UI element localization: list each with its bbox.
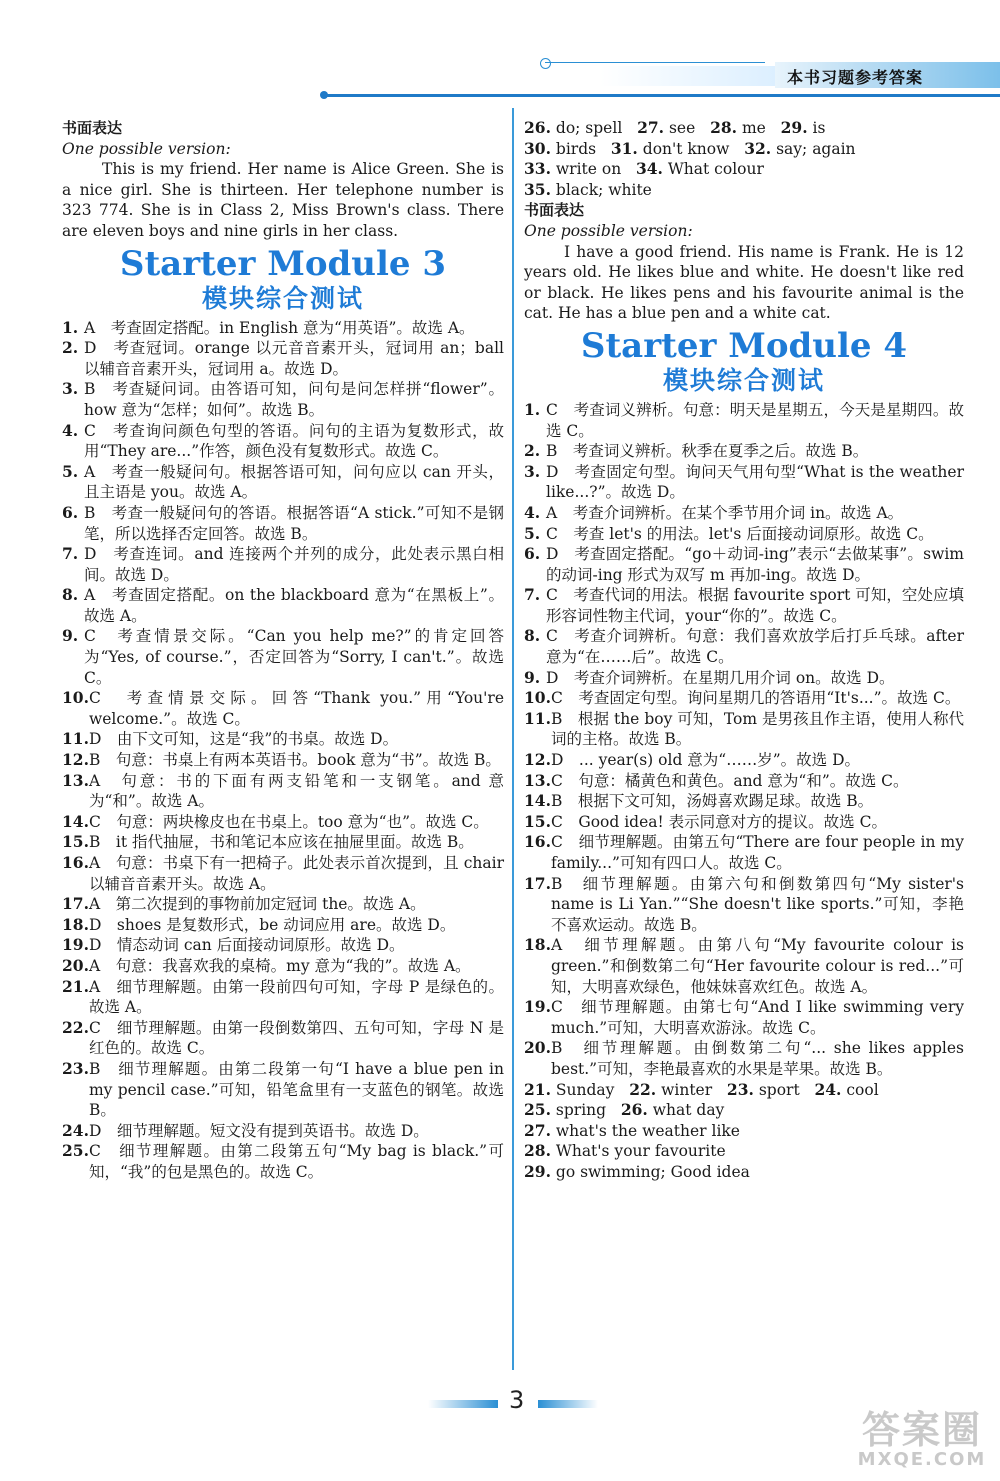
answer-text: C 句意：橘黄色和黄色。and 意为“和”。故选 C。 — [550, 771, 909, 790]
answer-item — [524, 503, 964, 524]
footer-deco-right — [538, 1400, 598, 1408]
answer-item — [524, 688, 964, 709]
answer-text: D 细节理解题。短文没有提到英语书。故选 D。 — [88, 1121, 429, 1140]
answer-text: What's your favourite — [555, 1142, 726, 1161]
answer-item — [62, 1018, 504, 1059]
answer-list — [62, 318, 504, 1183]
answer-text: What colour — [667, 160, 764, 179]
module-subtitle: 模块综合测试 — [662, 365, 825, 395]
answer-item — [524, 874, 964, 936]
answer-number: 29. — [780, 118, 808, 137]
answer-item — [524, 585, 964, 626]
answer-text: A 第二次提到的事物前加定冠词 the。故选 A。 — [88, 895, 426, 914]
answer-text: see — [668, 119, 696, 137]
answer-text: sport — [758, 1080, 800, 1099]
answer-text: cool — [846, 1080, 879, 1099]
answer-number: 15. — [524, 811, 551, 831]
answer-number: 14. — [62, 811, 89, 831]
answer-number: 13. — [62, 770, 89, 790]
answer-number: 19. — [62, 935, 89, 955]
answer-item — [62, 1059, 504, 1121]
answer-number: 4. — [62, 420, 79, 440]
answer-number: 11. — [524, 708, 551, 728]
answer-text: B 句意：书桌上有两本英语书。book 意为“书”。故选 B。 — [88, 751, 501, 770]
answer-text: say; again — [776, 139, 856, 158]
answer-number: 28. — [710, 118, 738, 137]
answer-item — [524, 668, 964, 689]
fill-answer-line — [524, 180, 964, 201]
answer-text: D 由下文可知，这是“我”的书桌。故选 D。 — [88, 730, 399, 749]
answer-number: 3. — [62, 379, 79, 399]
fill-answer-line — [524, 1080, 964, 1101]
answer-text: spring — [555, 1101, 607, 1120]
answer-item — [62, 1121, 504, 1142]
answer-item — [62, 585, 504, 626]
answer-item — [62, 771, 504, 812]
watermark-top-text: 答案圈 — [861, 1408, 982, 1452]
answer-text: D 考查连词。and 连接两个并列的成分，此处表示黑白相间。故选 D。 — [84, 545, 504, 584]
answer-text: A 句意：书的下面有两支铅笔和一支钢笔。and 意为“和”。故选 A。 — [88, 771, 504, 811]
watermark-logo — [852, 1410, 992, 1472]
answer-number: 25. — [524, 1100, 551, 1120]
answer-item — [524, 750, 964, 771]
answer-number: 1. — [524, 399, 541, 419]
fill-answer-list — [524, 118, 964, 200]
answer-number: 9. — [62, 626, 79, 646]
answer-text: is — [812, 119, 826, 137]
answer-text: A 考查固定搭配。on the blackboard 意为“在黑板上”。故选 A。 — [84, 586, 504, 625]
answer-item — [62, 729, 504, 750]
answer-text: C 细节理解题。由第一段倒数第四、五句可知，字母 N 是红色的。故选 C。 — [88, 1018, 504, 1058]
answer-number: 8. — [524, 626, 541, 646]
answer-text: A 细节理解题。由第一段前四句可知，字母 P 是绿色的。故选 A。 — [88, 977, 504, 1017]
answer-number: 29. — [524, 1161, 551, 1181]
answer-item — [524, 791, 964, 812]
answer-text: D 考查固定句型。询问天气用句型“What is the weather like...?”。故选 D。 — [546, 462, 964, 502]
writing-text: This is my friend. Her name is Alice Green. She is a nice girl. She is thirteen. Her telephone number is 323 774. She is in Class 2, Miss Brown's class. There are eleven boys and nine girls in her class. — [62, 160, 504, 240]
answer-text: C 考查情景交际。回答“Thank you.”用“You're welcome.”。故选 C。 — [88, 689, 504, 728]
answer-item — [524, 441, 964, 462]
answer-number: 18. — [62, 914, 89, 934]
answer-item — [62, 421, 504, 462]
answer-item — [524, 935, 964, 997]
answer-text: C 细节理解题。由第五句“There are four people in my family...”可知有四口人。故选 C。 — [550, 833, 964, 872]
header-thin-rule — [545, 62, 765, 63]
answer-text: B 细节理解题。由第六句和倒数第四句“My sister's name is Li Yan.”“She doesn't like sports.”可知，李艳不喜欢运动。故选 B。 — [550, 874, 964, 934]
left-column — [62, 118, 504, 1183]
answer-text: B it 指代抽屉，书和笔记本应该在抽屉里面。故选 B。 — [88, 833, 474, 852]
answer-item — [62, 626, 504, 688]
answer-number: 12. — [524, 750, 551, 770]
answer-text: write on — [555, 160, 622, 179]
answer-number: 13. — [524, 770, 551, 790]
answer-text: D 考查介词辨析。在星期几用介词 on。故选 D。 — [546, 668, 895, 687]
fill-answer-line — [524, 118, 964, 139]
answer-item — [62, 750, 504, 771]
answer-text: what day — [652, 1101, 725, 1120]
answer-item — [62, 812, 504, 833]
answer-number: 3. — [524, 461, 541, 481]
sample-label: One possible version: — [62, 139, 231, 158]
answer-text: C 考查词义辨析。句意：明天是星期五，今天是星期四。故选 C。 — [546, 400, 964, 440]
answer-number: 7. — [524, 585, 541, 605]
answer-number: 26. — [524, 118, 551, 137]
answer-number: 5. — [524, 523, 541, 543]
answer-item — [524, 709, 964, 750]
answer-number: 14. — [524, 791, 551, 811]
answer-number: 21. — [62, 976, 89, 996]
answer-item — [62, 338, 504, 379]
answer-text: C 考查询问颜色句型的答语。问句的主语为复数形式，故用“They are...”作答，颜色没有复数形式。故选 C。 — [84, 421, 504, 461]
writing-label: 书面表达 — [62, 119, 123, 137]
module-subtitle: 模块综合测试 — [201, 283, 364, 313]
answer-text: A 句意：书桌下有一把椅子。此处表示首次提到，且 chair 以辅音音素开头。故选 A。 — [88, 854, 504, 893]
answer-item — [524, 771, 964, 792]
answer-item — [524, 997, 964, 1038]
writing-text: I have a good friend. His name is Frank. He is 12 years old. He likes blue and white. He doesn't like red or black. He likes pens and his favourite animal is the cat. He has a blue pen and a white cat. — [524, 242, 964, 323]
fill-answer-line — [524, 159, 964, 180]
answer-text: B 考查词义辨析。秋季在夏季之后。故选 B。 — [546, 442, 869, 461]
answer-item — [524, 544, 964, 585]
fill-answer-line — [524, 1100, 964, 1121]
answer-text: D shoes 是复数形式，be 动词应用 are。故选 D。 — [88, 915, 456, 934]
column-divider — [512, 108, 514, 1370]
fill-answer-line — [524, 1121, 964, 1142]
answer-item — [62, 956, 504, 977]
answer-item — [524, 812, 964, 833]
answer-text: C 考查代词的用法。根据 favourite sport 可知，空处应填形容词性物主代词，your“你的”。故选 C。 — [546, 586, 964, 625]
answer-number: 35. — [524, 179, 551, 199]
answer-number: 9. — [524, 667, 541, 687]
answer-number: 17. — [524, 873, 551, 893]
answer-text: A 考查固定搭配。in English 意为“用英语”。故选 A。 — [84, 318, 475, 337]
answer-text: B 考查疑问词。由答语可知，问句是问怎样拼“flower”。how 意为“怎样；如何”。故选 B。 — [84, 380, 504, 419]
answer-item — [62, 503, 504, 544]
answer-text: A 考查一般疑问句。根据答语可知，问句应以 can 开头，且主语是 you。故选 A。 — [84, 462, 504, 502]
answer-number: 30. — [524, 138, 551, 158]
answer-number: 2. — [524, 441, 541, 461]
answer-text: C Good idea! 表示同意对方的提议。故选 C。 — [550, 812, 887, 831]
footer-deco-left — [428, 1400, 498, 1408]
header-rule — [325, 94, 1000, 97]
answer-text: C 考查介词辨析。句意：我们喜欢放学后打乒乓球。after 意为“在……后”。故选 C。 — [546, 627, 964, 667]
answer-text: D 考查固定搭配。“go＋动词-ing”表示“去做某事”。swim 的动词-ing 形式为双写 m 再加-ing。故选 D。 — [546, 545, 964, 584]
answer-item — [62, 688, 504, 729]
answer-text: C 细节理解题。由第七句“And I like swimming very much.”可知，大明喜欢游泳。故选 C。 — [550, 998, 964, 1037]
answer-number: 5. — [62, 461, 79, 481]
answer-number: 6. — [62, 502, 79, 522]
answer-number: 1. — [62, 317, 79, 337]
answer-number: 10. — [524, 688, 551, 708]
answer-number: 24. — [814, 1079, 842, 1099]
answer-text: D 考查冠词。orange 以元音音素开头，冠词用 an；ball 以辅音音素开头，冠词用 a。故选 D。 — [84, 339, 504, 378]
answer-item — [524, 462, 964, 503]
answer-text: B 根据下文可知，汤姆喜欢踢足球。故选 B。 — [550, 792, 874, 811]
answer-number: 22. — [629, 1079, 657, 1099]
answer-number: 34. — [635, 159, 663, 179]
answer-number: 2. — [62, 338, 79, 358]
answer-number: 8. — [62, 585, 79, 605]
answer-number: 20. — [62, 955, 89, 975]
answer-item — [62, 462, 504, 503]
fill-answer-line — [524, 1141, 964, 1162]
answer-item — [524, 524, 964, 545]
answer-number: 6. — [524, 544, 541, 564]
answer-text: what's the weather like — [555, 1121, 740, 1140]
answer-text: don't know — [642, 139, 730, 158]
answer-text: winter — [661, 1080, 713, 1099]
answer-text: D ... year(s) old 意为“……岁”。故选 D。 — [550, 751, 861, 770]
answer-number: 10. — [62, 688, 89, 708]
fill-answer-line — [524, 139, 964, 160]
sample-label: One possible version: — [524, 221, 693, 240]
answer-item — [62, 544, 504, 585]
answer-number: 31. — [610, 138, 638, 158]
writing-label: 书面表达 — [524, 201, 585, 220]
fill-answer-line — [524, 1162, 964, 1183]
answer-number: 24. — [62, 1120, 89, 1140]
answer-number: 26. — [620, 1100, 648, 1120]
answer-text: black; white — [555, 180, 652, 199]
answer-text: birds — [555, 139, 597, 158]
answer-number: 19. — [524, 997, 551, 1017]
answer-number: 32. — [744, 138, 772, 158]
answer-item — [62, 853, 504, 894]
answer-number: 22. — [62, 1017, 89, 1037]
answer-number: 12. — [62, 750, 89, 770]
answer-item — [62, 379, 504, 420]
answer-text: B 考查一般疑问句的答语。根据答语“A stick.”可知不是钢笔，所以选择否定回答。故选 B。 — [84, 503, 504, 543]
answer-text: A 句意：我喜欢我的桌椅。my 意为“我的”。故选 A。 — [88, 956, 471, 975]
answer-text: Sunday — [555, 1080, 615, 1099]
answer-text: B 细节理解题。由第二段第一句“I have a blue pen in my pencil case.”可知，铅笔盒里有一支蓝色的钢笔。故选 B。 — [88, 1059, 504, 1120]
answer-list — [524, 400, 964, 1080]
answer-item — [62, 832, 504, 853]
answer-number: 16. — [524, 832, 551, 852]
answer-item — [62, 977, 504, 1018]
answer-text: A 细节理解题。由第八句“My favourite colour is green.”和倒数第二句“Her favourite colour is red...”可知，大明喜欢绿色，他妹妹喜欢红色。故选 A。 — [550, 936, 964, 996]
answer-number: 28. — [524, 1141, 551, 1161]
answer-number: 25. — [62, 1141, 89, 1161]
right-column — [524, 118, 964, 1183]
answer-number: 20. — [524, 1038, 551, 1058]
answer-number: 4. — [524, 502, 541, 522]
answer-text: C 细节理解题。由第二段第五句“My bag is black.”可知，“我”的包是黑色的。故选 C。 — [88, 1142, 504, 1181]
answer-text: C 考查情景交际。“Can you help me?”的肯定回答为“Yes, of course.”，否定回答为“Sorry, I can't.”。故选 C。 — [84, 627, 504, 687]
answer-number: 27. — [524, 1120, 551, 1140]
answer-number: 7. — [62, 544, 79, 564]
answer-text: C 考查 let's 的用法。let's 后面接动词原形。故选 C。 — [546, 524, 934, 543]
fill-answer-list — [524, 1080, 964, 1183]
page-number: 3 — [509, 1386, 525, 1414]
module-title: Starter Module 4 — [580, 325, 908, 366]
answer-item — [62, 935, 504, 956]
answer-item — [524, 400, 964, 441]
answer-number: 18. — [524, 935, 551, 955]
answer-text: C 句意：两块橡皮也在书桌上。too 意为“也”。故选 C。 — [88, 812, 489, 831]
answer-text: do; spell — [555, 119, 623, 137]
answer-number: 15. — [62, 832, 89, 852]
answer-item — [524, 832, 964, 873]
answer-number: 23. — [726, 1079, 754, 1099]
answer-number: 16. — [62, 853, 89, 872]
answer-item — [524, 626, 964, 667]
answer-number: 21. — [524, 1079, 551, 1099]
module-title: Starter Module 3 — [119, 243, 447, 284]
watermark-bottom-text: MXQE.COM — [857, 1449, 987, 1470]
answer-text: C 考查固定句型。询问星期几的答语用“It's...”。故选 C。 — [550, 689, 961, 708]
answer-item — [524, 1038, 964, 1079]
answer-number: 33. — [524, 159, 551, 179]
header-title: 本书习题参考答案 — [787, 68, 924, 87]
answer-number: 27. — [637, 118, 665, 137]
header-dot-icon — [540, 58, 551, 69]
answer-item — [62, 318, 504, 339]
answer-text: me — [741, 119, 766, 137]
answer-item — [62, 915, 504, 936]
answer-item — [62, 1141, 504, 1182]
answer-text: A 考查介词辨析。在某个季节用介词 in。故选 A。 — [546, 503, 904, 522]
answer-text: go swimming; Good idea — [555, 1162, 750, 1181]
answer-number: 11. — [62, 729, 89, 749]
answer-text: D 情态动词 can 后面接动词原形。故选 D。 — [88, 936, 405, 955]
header-band-fade — [600, 66, 775, 86]
answer-number: 23. — [62, 1058, 89, 1078]
answer-item — [62, 894, 504, 915]
answer-text: B 细节理解题。由倒数第二句“... she likes apples best.”可知，李艳最喜欢的水果是苹果。故选 B。 — [550, 1039, 964, 1078]
answer-number: 17. — [62, 894, 89, 914]
answer-text: B 根据 the boy 可知，Tom 是男孩且作主语，使用人称代词的主格。故选 B。 — [550, 709, 964, 749]
